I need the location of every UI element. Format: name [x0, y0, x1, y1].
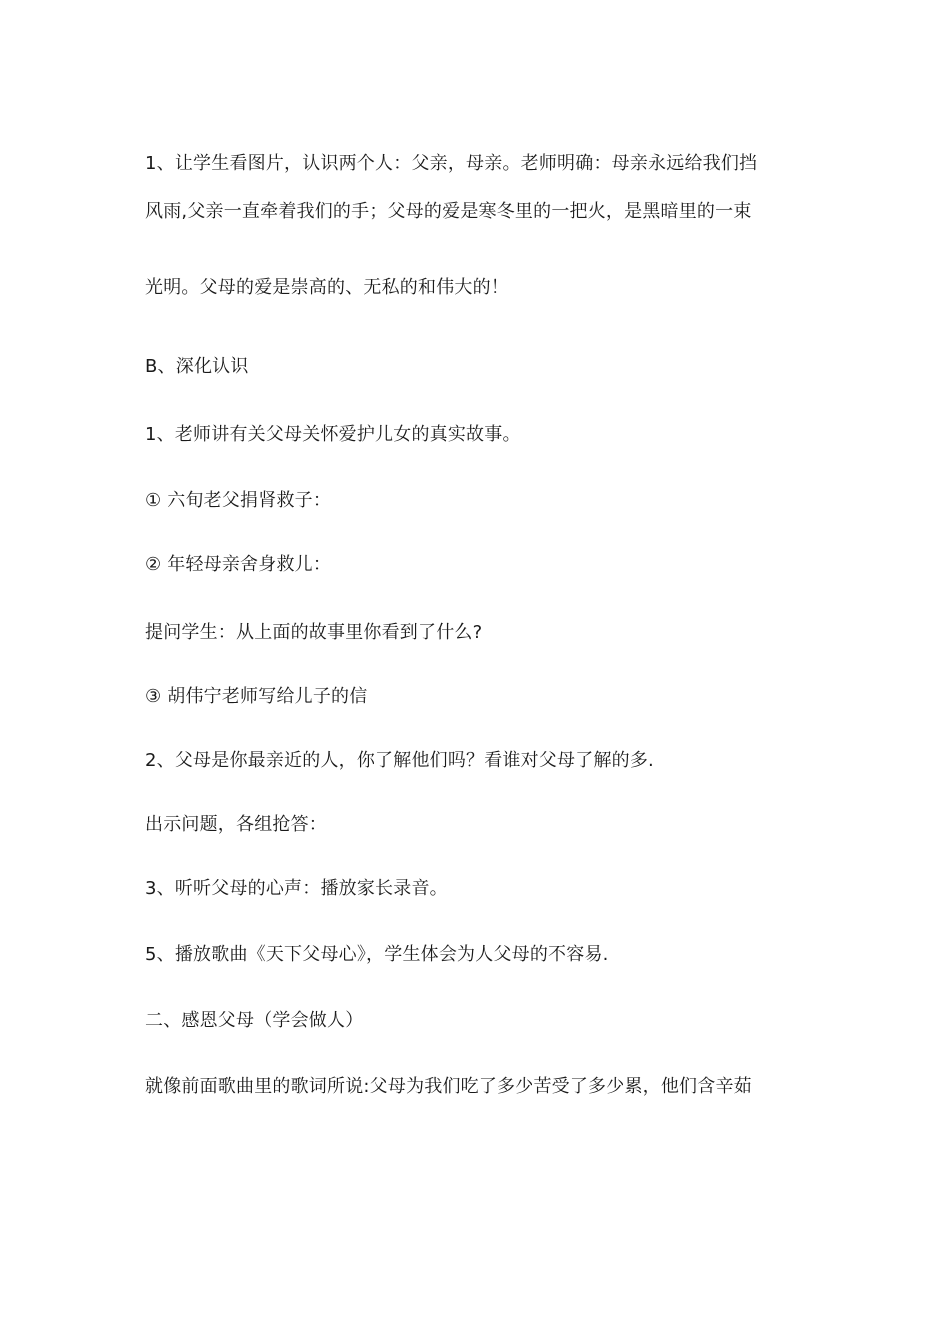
story-item-2: ② 年轻母亲舍身救儿： — [145, 554, 332, 575]
question-line: 提问学生：从上面的故事里你看到了什么? — [145, 622, 483, 643]
section-heading-b: B、深化认识 — [145, 356, 249, 377]
paragraph-line-11: 出示问题，各组抢答： — [145, 814, 327, 835]
paragraph-line-10: 2、父母是你最亲近的人，你了解他们吗？看谁对父母了解的多. — [145, 750, 654, 771]
paragraph-line-1: 1、让学生看图片，认识两个人：父亲，母亲。老师明确：母亲永远给我们挡 — [145, 153, 758, 174]
paragraph-line-5: 1、老师讲有关父母关怀爱护儿女的真实故事。 — [145, 424, 521, 445]
paragraph-line-12: 3、听听父母的心声：播放家长录音。 — [145, 878, 448, 899]
story-item-1: ① 六旬老父捐肾救子： — [145, 490, 332, 511]
paragraph-line-13: 5、播放歌曲《天下父母心》，学生体会为人父母的不容易. — [145, 944, 609, 965]
section-heading-two: 二、感恩父母（学会做人） — [145, 1010, 364, 1031]
paragraph-line-3: 光明。父母的爱是崇高的、无私的和伟大的！ — [145, 277, 509, 298]
paragraph-line-15: 就像前面歌曲里的歌词所说:父母为我们吃了多少苦受了多少累，他们含辛茹 — [145, 1076, 752, 1097]
story-item-3: ③ 胡伟宁老师写给儿子的信 — [145, 686, 368, 707]
paragraph-line-2: 风雨,父亲一直牵着我们的手；父母的爱是寒冬里的一把火，是黑暗里的一束 — [145, 201, 752, 222]
